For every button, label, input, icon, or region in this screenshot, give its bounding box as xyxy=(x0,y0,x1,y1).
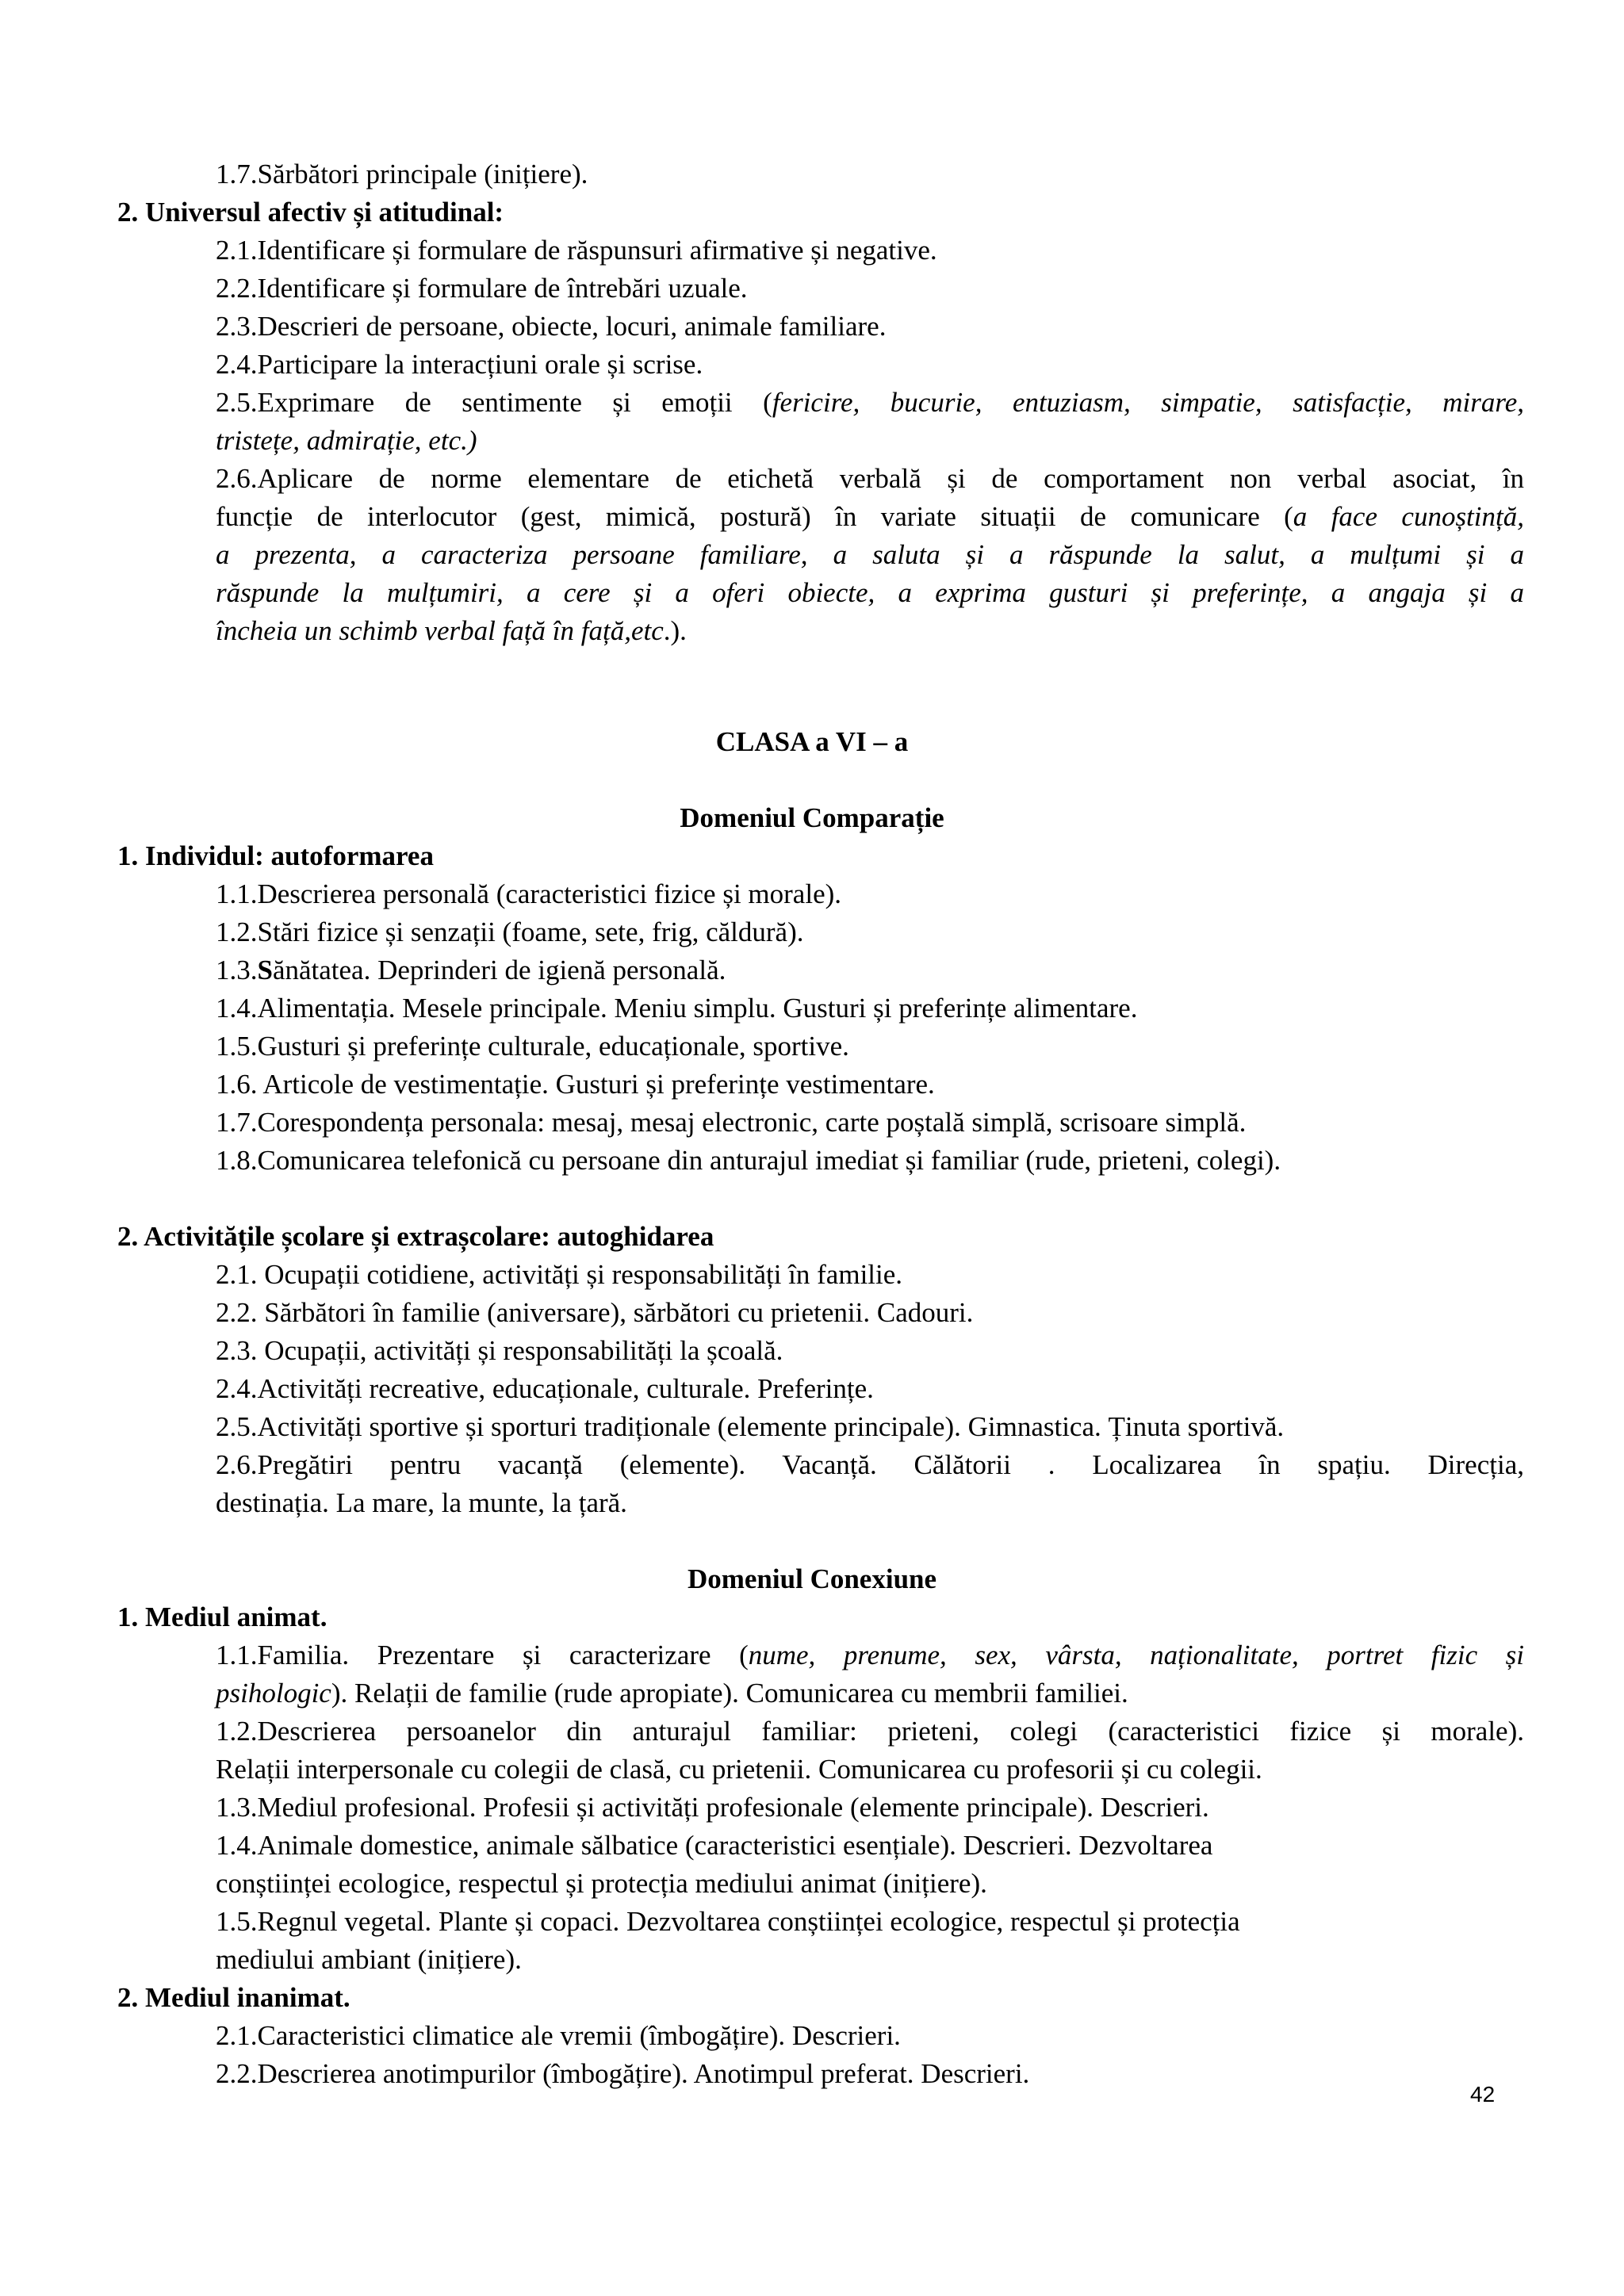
item-2-2: 2.2.Identificare și formulare de întrebări uzuale. xyxy=(216,273,748,304)
item-number: 1.3. xyxy=(216,955,258,985)
item-2-6-line-4: răspunde la mulțumiri, a cere și a oferi obiecte, a exprima gusturi și preferințe, a angaja și a xyxy=(216,577,1524,608)
item-2-6-line-1: 2.6.Aplicare de norme elementare de etichetă verbală și de comportament non verbal asociat, în xyxy=(216,463,1524,494)
list-item: 1.4.Animale domestice, animale sălbatice (caracteristici esențiale). Descrieri. Dezvoltarea xyxy=(216,1830,1213,1861)
bold-letter: S xyxy=(257,955,273,985)
item-2-6-italic-end: încheia un schimb verbal față în față,etc xyxy=(216,615,664,646)
list-item: 1.5.Gusturi și preferințe culturale, educaționale, sportive. xyxy=(216,1031,849,1062)
item-2-6-italic: a face cunoștință, xyxy=(1293,501,1524,532)
section-heading-individul: 1. Individul: autoformarea xyxy=(117,840,434,871)
item-2-5-line-1 xyxy=(216,384,1524,422)
list-item xyxy=(216,951,726,989)
item-2-4: 2.4.Participare la interacțiuni orale și scrise. xyxy=(216,349,703,380)
list-item: 1.4.Alimentația. Mesele principale. Meniu simplu. Gusturi și preferințe alimentare. xyxy=(216,993,1138,1024)
item-2-6-line-3: a prezenta, a caracteriza persoane familiare, a saluta și a răspunde la salut, a mulțumi și a xyxy=(216,539,1524,570)
item-2-3: 2.3.Descrieri de persoane, obiecte, locuri, animale familiare. xyxy=(216,311,887,342)
item-text: 1.1.Familia. Prezentare și caracterizare ( xyxy=(216,1640,749,1670)
list-item: 2.3. Ocupații, activități și responsabilități la școală. xyxy=(216,1335,783,1366)
item-2-6-text: funcție de interlocutor (gest, mimică, postură) în variate situații de comunicare ( xyxy=(216,501,1293,532)
section-heading-activitatile: 2. Activitățile școlare și extrașcolare: autoghidarea xyxy=(117,1221,714,1252)
list-item-continuation xyxy=(216,1674,1128,1712)
item-2-5-italic-1: fericire, bucurie, entuziasm, simpatie, satisfacție, mirare, xyxy=(772,387,1524,418)
item-1-7: 1.7.Sărbători principale (inițiere). xyxy=(216,159,588,189)
list-item: 2.5.Activități sportive și sporturi tradiționale (elemente principale). Gimnastica. Ținuta sportivă. xyxy=(216,1411,1285,1442)
list-item-continuation: destinația. La mare, la munte, la țară. xyxy=(216,1487,627,1518)
item-2-6-end: .). xyxy=(663,615,687,646)
list-item: 2.1.Caracteristici climatice ale vremii (îmbogățire). Descrieri. xyxy=(216,2020,901,2051)
item-2-1: 2.1.Identificare și formulare de răspunsuri afirmative și negative. xyxy=(216,235,937,266)
item-text: ). Relații de familie (rude apropiate). Comunicarea cu membrii familiei. xyxy=(331,1678,1128,1709)
list-item-continuation: mediului ambiant (inițiere). xyxy=(216,1944,522,1975)
list-item-continuation: conștiinței ecologice, respectul și protecția mediului animat (inițiere). xyxy=(216,1868,987,1899)
item-text: ănătatea. Deprinderi de igienă personală. xyxy=(272,955,726,985)
domain-title-comparatie: Domeniul Comparație xyxy=(680,802,944,833)
list-item: 1.3.Mediul profesional. Profesii și activități profesionale (elemente principale). Descrieri. xyxy=(216,1792,1209,1823)
class-title: CLASA a VI – a xyxy=(715,726,909,757)
list-item: 1.5.Regnul vegetal. Plante și copaci. Dezvoltarea conștiinței ecologice, respectul și protecția xyxy=(216,1906,1240,1937)
item-2-5-line-2: tristețe, admirație, etc.) xyxy=(216,425,477,456)
list-item xyxy=(216,1636,1524,1674)
list-item: 1.8.Comunicarea telefonică cu persoane din anturajul imediat și familiar (rude, prieteni, colegi). xyxy=(216,1145,1281,1176)
page-number: 42 xyxy=(1470,2082,1496,2107)
list-item: 2.2.Descrierea anotimpurilor (îmbogățire). Anotimpul preferat. Descrieri. xyxy=(216,2058,1030,2089)
item-2-5-text: 2.5.Exprimare de sentimente și emoții ( xyxy=(216,387,772,418)
item-2-6-line-2 xyxy=(216,498,1524,536)
list-item: 2.4.Activități recreative, educaționale, culturale. Preferințe. xyxy=(216,1373,874,1404)
list-item-continuation: Relații interpersonale cu colegii de clasă, cu prietenii. Comunicarea cu profesorii și cu colegii. xyxy=(216,1754,1262,1785)
item-italic: nume, prenume, sex, vârsta, naționalitate, portret fizic și xyxy=(748,1640,1524,1670)
list-item: 1.7.Corespondența personala: mesaj, mesaj electronic, carte poștală simplă, scrisoare simplă. xyxy=(216,1107,1247,1138)
item-2-6-line-5 xyxy=(216,612,687,650)
list-item: 1.6. Articole de vestimentație. Gusturi și preferințe vestimentare. xyxy=(216,1069,935,1100)
item-italic: psihologic xyxy=(216,1678,331,1709)
list-item: 2.6.Pregătiri pentru vacanță (elemente). Vacanță. Călătorii . Localizarea în spațiu. Direcția, xyxy=(216,1449,1524,1480)
section-heading-mediul-animat: 1. Mediul animat. xyxy=(117,1601,327,1632)
domain-title-conexiune: Domeniul Conexiune xyxy=(687,1563,937,1594)
list-item: 2.1. Ocupații cotidiene, activități și responsabilități în familie. xyxy=(216,1259,903,1290)
list-item: 2.2. Sărbători în familie (aniversare), sărbători cu prietenii. Cadouri. xyxy=(216,1297,974,1328)
section-heading-universul: 2. Universul afectiv și atitudinal: xyxy=(117,197,504,228)
section-heading-mediul-inanimat: 2. Mediul inanimat. xyxy=(117,1982,350,2013)
list-item: 1.2.Descrierea persoanelor din anturajul familiar: prieteni, colegi (caracteristici fizice și morale). xyxy=(216,1716,1524,1747)
list-item: 1.1.Descrierea personală (caracteristici fizice și morale). xyxy=(216,878,842,909)
list-item: 1.2.Stări fizice și senzații (foame, sete, frig, căldură). xyxy=(216,916,804,947)
